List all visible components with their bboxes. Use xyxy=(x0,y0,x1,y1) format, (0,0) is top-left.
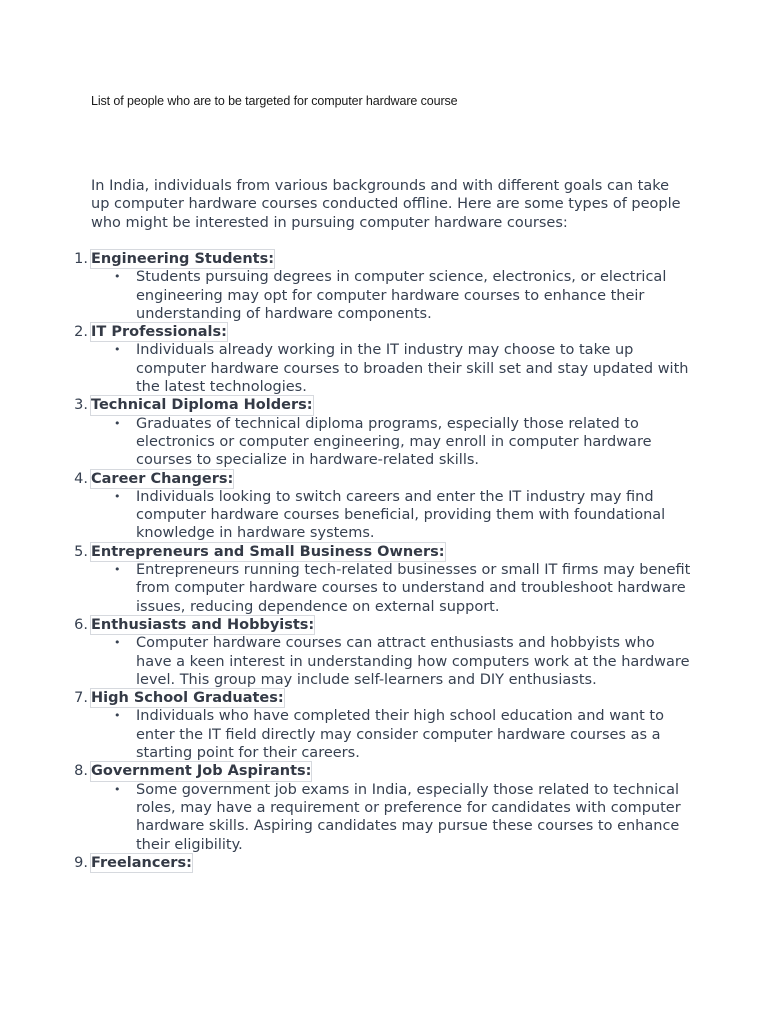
item-number: 3. xyxy=(74,397,88,414)
audience-list xyxy=(74,250,691,872)
bullet-icon: • xyxy=(114,709,121,723)
item-heading: High School Graduates: xyxy=(91,690,284,707)
item-heading: Enthusiasts and Hobbyists: xyxy=(91,616,315,633)
list-item xyxy=(74,250,691,323)
item-details xyxy=(91,781,691,854)
bullet-icon: • xyxy=(114,636,121,650)
detail-item xyxy=(114,781,691,854)
item-number: 7. xyxy=(74,690,88,707)
list-item xyxy=(74,854,691,872)
intro-paragraph: In India, individuals from various backgrounds and with different goals can take up computer hardware courses conducted offline. Here are some types of people who might be interested in pursuing computer hardware courses: xyxy=(91,178,681,231)
item-number: 5. xyxy=(74,543,88,560)
bullet-icon: • xyxy=(114,563,121,577)
item-details xyxy=(91,561,691,616)
item-number: 8. xyxy=(74,763,88,780)
detail-item xyxy=(114,707,691,762)
list-item xyxy=(74,762,691,853)
item-details xyxy=(91,415,691,470)
item-heading: Government Job Aspirants: xyxy=(91,763,312,780)
item-number: 1. xyxy=(74,251,88,267)
item-heading: Entrepreneurs and Small Business Owners: xyxy=(91,543,445,560)
bullet-icon: • xyxy=(114,489,121,503)
list-item xyxy=(74,323,691,396)
item-heading: Freelancers: xyxy=(91,854,192,871)
detail-text: Computer hardware courses can attract enthusiasts and hobbyists who have a keen interest in understanding how computers work at the hardware level. This group may include self-learners and DIY enthusiasts. xyxy=(136,635,690,688)
list-item xyxy=(74,616,691,689)
detail-item xyxy=(114,488,691,543)
item-number: 2. xyxy=(74,324,88,341)
item-number: 4. xyxy=(74,470,88,487)
detail-text: Individuals looking to switch careers and enter the IT industry may find computer hardware courses beneficial, providing them with foundational knowledge in hardware systems. xyxy=(136,488,666,542)
item-heading: Career Changers: xyxy=(91,470,234,487)
detail-item xyxy=(114,415,691,470)
item-details xyxy=(91,488,691,543)
item-heading: Engineering Students: xyxy=(91,251,275,267)
item-heading: IT Professionals: xyxy=(91,324,227,341)
item-heading: Technical Diploma Holders: xyxy=(91,397,313,414)
bullet-icon: • xyxy=(114,270,121,284)
item-number: 9. xyxy=(74,854,88,871)
list-item xyxy=(74,470,691,543)
detail-text: Students pursuing degrees in computer science, electronics, or electrical engineering may opt for computer hardware courses to enhance their understanding of hardware components. xyxy=(136,269,667,322)
detail-item xyxy=(114,634,691,689)
item-details xyxy=(91,707,691,762)
detail-text: Entrepreneurs running tech-related businesses or small IT firms may benefit from computer hardware courses to understand and troubleshoot hardware issues, reducing dependence on external support. xyxy=(136,562,691,615)
detail-text: Some government job exams in India, especially those related to technical roles, may have a requirement or preference for candidates with computer hardware skills. Aspiring candidates may pursue these courses to enhance their eligibility. xyxy=(136,781,681,853)
detail-text: Individuals already working in the IT industry may choose to take up computer hardware courses to broaden their skill set and stay updated with the latest technologies. xyxy=(136,342,689,396)
item-details xyxy=(91,634,691,689)
detail-text: Individuals who have completed their high school education and want to enter the IT field directly may consider computer hardware courses as a starting point for their careers. xyxy=(136,708,664,762)
item-details xyxy=(91,341,691,396)
list-item xyxy=(74,689,691,762)
detail-item xyxy=(114,341,691,396)
list-item xyxy=(74,543,691,616)
detail-item xyxy=(114,268,691,323)
item-number: 6. xyxy=(74,616,88,633)
item-details xyxy=(91,268,691,323)
bullet-icon: • xyxy=(114,782,121,796)
detail-item xyxy=(114,561,691,616)
detail-text: Graduates of technical diploma programs, especially those related to electronics or computer engineering, may enroll in computer hardware courses to specialize in hardware-related skills. xyxy=(136,415,652,469)
document-title: List of people who are to be targeted for computer hardware course xyxy=(91,94,458,108)
bullet-icon: • xyxy=(114,416,121,430)
list-item xyxy=(74,396,691,469)
bullet-icon: • xyxy=(114,343,121,357)
